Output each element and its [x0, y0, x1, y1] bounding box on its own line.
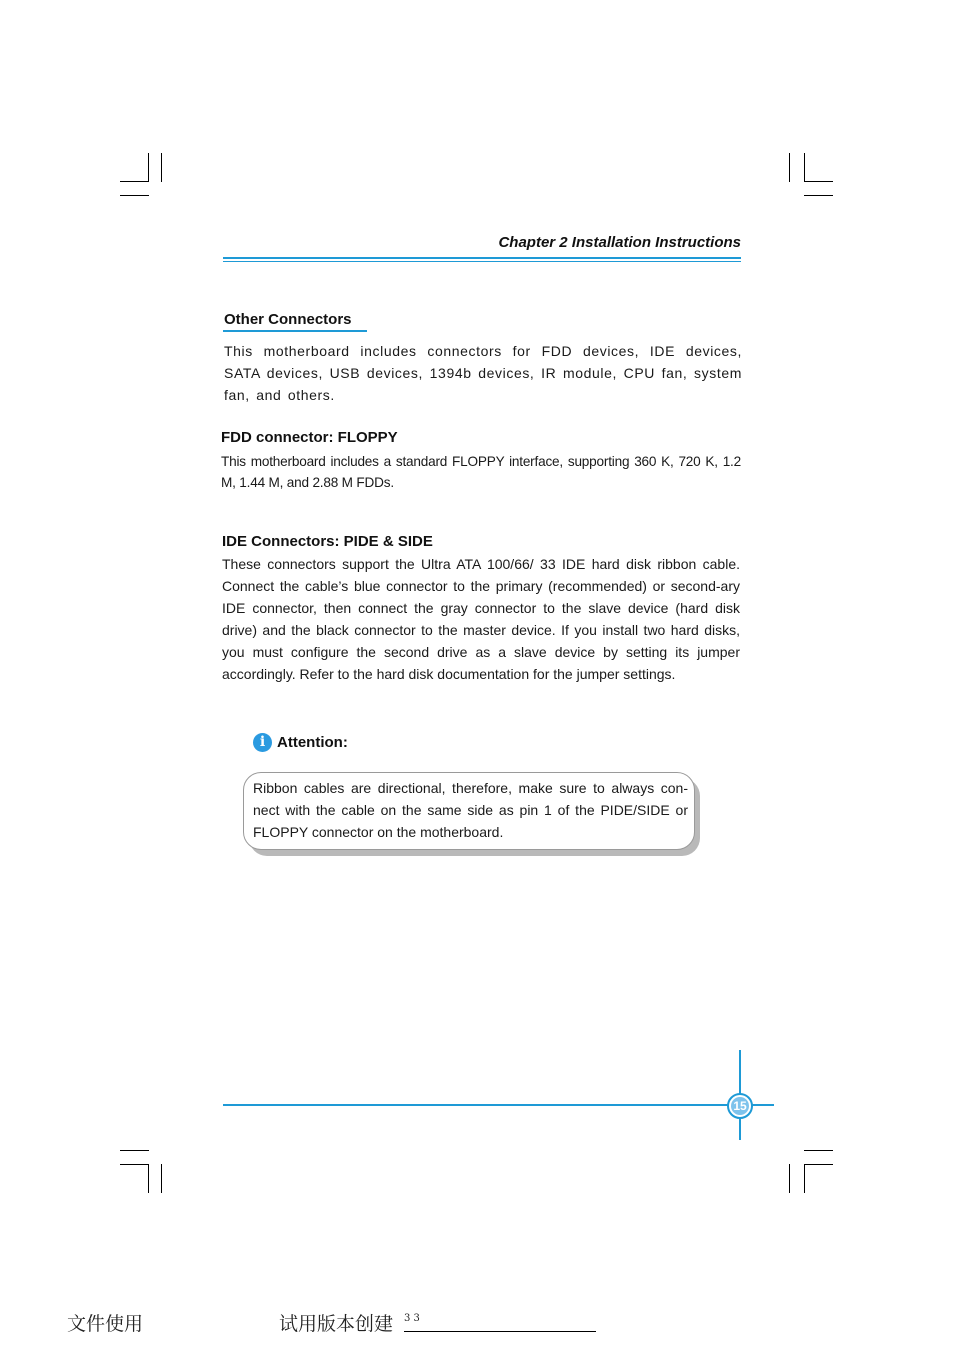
crop-mark: [804, 195, 833, 196]
watermark-right: 试用版本创建: [279, 1313, 394, 1335]
fdd-paragraph: This motherboard includes a standard FLOPPY interface, supporting 360 K, 720 K, 1.2 M, 1.44 M, and 2.88 M FDDs.: [221, 454, 741, 490]
crop-mark: [120, 181, 149, 182]
crop-mark: [804, 1164, 805, 1193]
header-rule: [223, 257, 741, 259]
attention-note-text: Ribbon cables are directional, therefore, make sure to always con-nect with the cable on the same side as pin 1 of the PIDE/SIDE or FLOPPY connector on the motherboard.: [253, 780, 688, 840]
crop-mark: [789, 153, 790, 182]
crop-mark: [148, 1164, 149, 1193]
crop-mark: [804, 181, 833, 182]
crop-mark: [120, 195, 149, 196]
crop-mark: [161, 1164, 162, 1193]
crop-mark: [161, 153, 162, 182]
page-number: 15: [731, 1097, 749, 1115]
crop-mark: [148, 153, 149, 182]
crop-mark: [804, 153, 805, 182]
ide-paragraph: These connectors support the Ultra ATA 100/66/ 33 IDE hard disk ribbon cable. Connect the cable’s blue connector to the primary (recommended) or second-ary IDE connector, then connect the gray connector to the slave device (hard disk drive) and the black connector to the master device. If you install two hard disks, you must configure the second drive as a slave device by setting its jumper accordingly. Refer to the hard disk documentation for the jumper settings.: [222, 556, 740, 682]
footer-rule: [223, 1104, 774, 1106]
other-connectors-paragraph: This motherboard includes connectors for FDD devices, IDE devices, SATA devices, USB devices, 1394b devices, IR module, CPU fan, system fan, and others.: [224, 343, 742, 403]
section-heading-underline: [223, 330, 367, 332]
ide-heading: IDE Connectors: PIDE & SIDE: [222, 533, 433, 550]
attention-label: Attention:: [277, 734, 348, 751]
crop-mark: [789, 1164, 790, 1193]
section-heading-other-connectors: Other Connectors: [224, 311, 352, 328]
chapter-title: Chapter 2 Installation Instructions: [498, 234, 741, 251]
watermark-left: 文件使用: [67, 1313, 144, 1335]
info-icon: i: [253, 733, 272, 752]
watermark-underline: [404, 1331, 596, 1332]
watermark-superscript: 3 3: [404, 1313, 420, 1324]
crop-mark: [120, 1164, 149, 1165]
header-rule-thin: [223, 261, 741, 262]
crop-mark: [804, 1164, 833, 1165]
crop-mark: [120, 1150, 149, 1151]
crop-mark: [804, 1150, 833, 1151]
fdd-heading: FDD connector: FLOPPY: [221, 429, 398, 446]
